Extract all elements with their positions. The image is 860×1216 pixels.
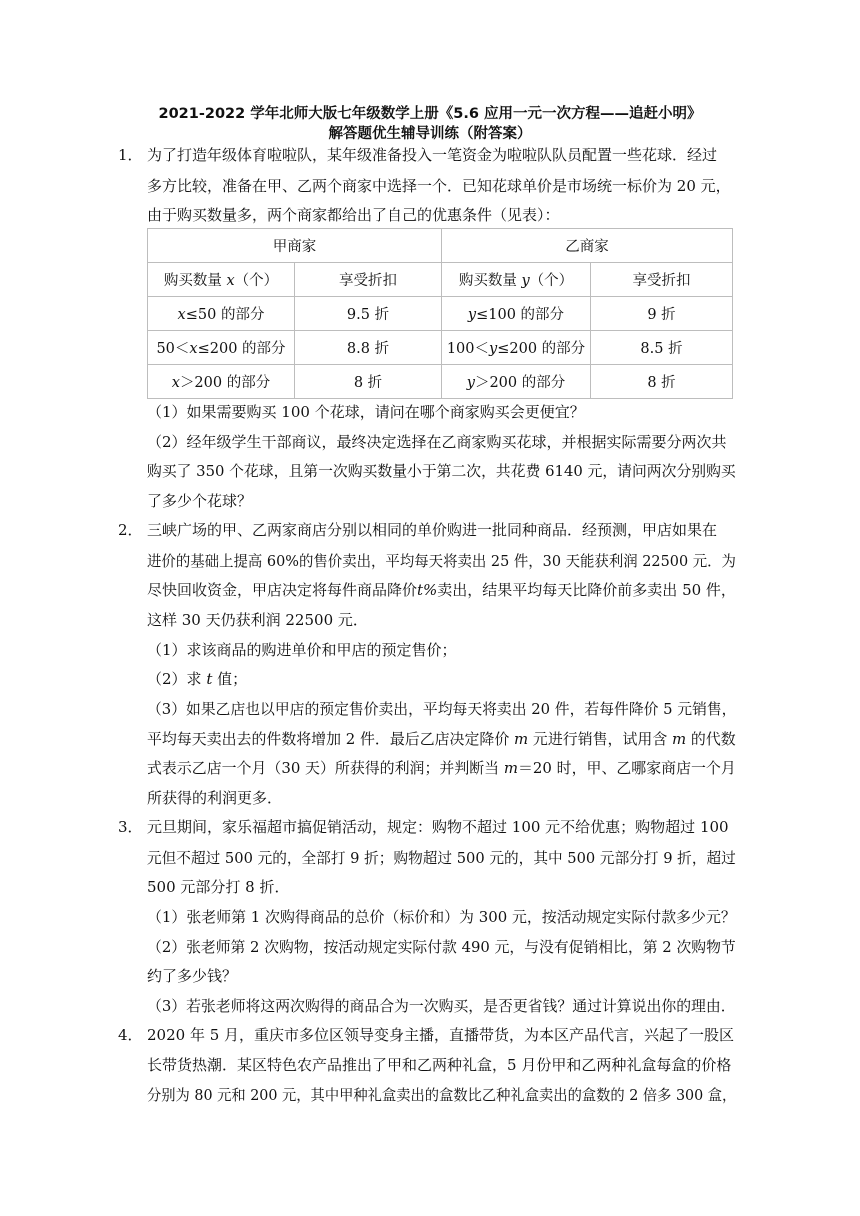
cell-range-b: y＞200 的部分 bbox=[442, 365, 591, 399]
question-3-line-1: 元旦期间，家乐福超市搞促销活动，规定：购物不超过 100 元不给优惠；购物超过 100 bbox=[147, 818, 729, 836]
question-2-sub-2: （2）求 t 值； bbox=[147, 670, 248, 688]
question-1-line-3: 由于购买数量多，两个商家都给出了自己的优惠条件（见表）： bbox=[147, 206, 560, 224]
question-1-line-1: 为了打造年级体育啦啦队，某年级准备投入一笔资金为啦啦队队员配置一些花球．经过 bbox=[147, 146, 718, 164]
cell-discount-a: 8 折 bbox=[295, 365, 442, 399]
question-4-number: 4． bbox=[118, 1026, 143, 1044]
question-1-sub-2-line-1: （2）经年级学生干部商议，最终决定选择在乙商家购买花球，并根据实际需要分两次共 bbox=[147, 433, 727, 451]
document-subtitle: 解答题优生辅导训练（附答案） bbox=[328, 126, 532, 142]
question-3-sub-1: （1）张老师第 1 次购得商品的总价（标价和）为 300 元，按活动规定实际付款多少元？ bbox=[147, 908, 736, 926]
cell-range-a: 50＜x≤200 的部分 bbox=[148, 331, 295, 365]
cell-range-a: x≤50 的部分 bbox=[148, 297, 295, 331]
question-2-sub-1: （1）求该商品的购进单价和甲店的预定售价； bbox=[147, 641, 457, 659]
cell-discount-b: 8.5 折 bbox=[591, 331, 733, 365]
question-1-sub-2-line-3: 了多少个花球？ bbox=[147, 492, 253, 510]
table-header-row bbox=[148, 229, 733, 263]
table-row bbox=[148, 297, 733, 331]
question-2-sub-3-line-1: （3）如果乙店也以甲店的预定售价卖出，平均每天将卖出 20 件，若每件降价 5 元销售， bbox=[147, 700, 737, 718]
question-2-line-1: 三峡广场的甲、乙两家商店分别以相同的单价购进一批同种商品．经预测，甲店如果在 bbox=[147, 521, 718, 539]
cell-discount-a: 8.8 折 bbox=[295, 331, 442, 365]
document-title: 2021-2022 学年北师大版七年级数学上册《5.6 应用一元一次方程——追赶小明》 bbox=[158, 106, 702, 122]
table-row bbox=[148, 331, 733, 365]
question-1-number: 1． bbox=[118, 146, 143, 164]
cell-discount-b: 9 折 bbox=[591, 297, 733, 331]
question-2-sub-3-line-2: 平均每天卖出去的件数将增加 2 件．最后乙店决定降价 m 元进行销售，试用含 m 的代数 bbox=[147, 730, 736, 748]
question-3-line-2: 元但不超过 500 元的，全部打 9 折；购物超过 500 元的，其中 500 元部分打 9 折，超过 bbox=[147, 849, 736, 867]
cell-range-b: 100＜y≤200 的部分 bbox=[442, 331, 591, 365]
question-1-line-2: 多方比较，准备在甲、乙两个商家中选择一个．已知花球单价是市场统一标价为 20 元， bbox=[147, 177, 731, 195]
question-2-line-3: 尽快回收资金，甲店决定将每件商品降价t%卖出，结果平均每天比降价前多卖出 50 件， bbox=[147, 581, 736, 599]
col-qty-b: 购买数量 y（个） bbox=[442, 263, 591, 297]
question-4-line-3: 分别为 80 元和 200 元，其中甲种礼盒卖出的盒数比乙种礼盒卖出的盒数的 2 倍多 300 盒， bbox=[147, 1086, 737, 1104]
question-3-sub-3: （3）若张老师将这两次购得的商品合为一次购买，是否更省钱？通过计算说出你的理由． bbox=[147, 997, 736, 1015]
question-3-sub-2-line-2: 约了多少钱？ bbox=[147, 967, 238, 985]
question-3-sub-2-line-1: （2）张老师第 2 次购物，按活动规定实际付款 490 元，与没有促销相比，第 2 次购物节 bbox=[147, 938, 736, 956]
question-3-number: 3． bbox=[118, 818, 143, 836]
question-2-line-4: 这样 30 天仍获利润 22500 元． bbox=[147, 611, 368, 629]
table-row bbox=[148, 365, 733, 399]
cell-range-b: y≤100 的部分 bbox=[442, 297, 591, 331]
discount-table bbox=[147, 228, 733, 399]
cell-range-a: x＞200 的部分 bbox=[148, 365, 295, 399]
table-subheader-row bbox=[148, 263, 733, 297]
header-merchant-b: 乙商家 bbox=[442, 229, 733, 263]
question-2-line-2: 进价的基础上提高 60%的售价卖出，平均每天将卖出 25 件，30 天能获利润 22500 元．为 bbox=[147, 552, 736, 570]
question-1-sub-1: （1）如果需要购买 100 个花球，请问在哪个商家购买会更便宜？ bbox=[147, 403, 585, 421]
question-3-line-3: 500 元部分打 8 折． bbox=[147, 878, 290, 896]
col-discount-b: 享受折扣 bbox=[591, 263, 733, 297]
question-4-line-1: 2020 年 5 月，重庆市多位区领导变身主播，直播带货，为本区产品代言，兴起了一股区 bbox=[147, 1026, 735, 1044]
header-merchant-a: 甲商家 bbox=[148, 229, 442, 263]
cell-discount-a: 9.5 折 bbox=[295, 297, 442, 331]
question-1-sub-2-line-2: 购买了 350 个花球，且第一次购买数量小于第二次，共花费 6140 元，请问两次分别购买 bbox=[147, 462, 736, 480]
question-2-sub-3-line-3: 式表示乙店一个月（30 天）所获得的利润；并判断当 m＝20 时，甲、乙哪家商店一个月 bbox=[147, 759, 736, 777]
col-discount-a: 享受折扣 bbox=[295, 263, 442, 297]
question-2-sub-3-line-4: 所获得的利润更多． bbox=[147, 789, 283, 807]
cell-discount-b: 8 折 bbox=[591, 365, 733, 399]
question-4-line-2: 长带货热潮．某区特色农产品推出了甲和乙两种礼盒，5 月份甲和乙两种礼盒每盒的价格 bbox=[147, 1056, 732, 1074]
question-2-number: 2． bbox=[118, 521, 143, 539]
col-qty-a: 购买数量 x（个） bbox=[148, 263, 295, 297]
